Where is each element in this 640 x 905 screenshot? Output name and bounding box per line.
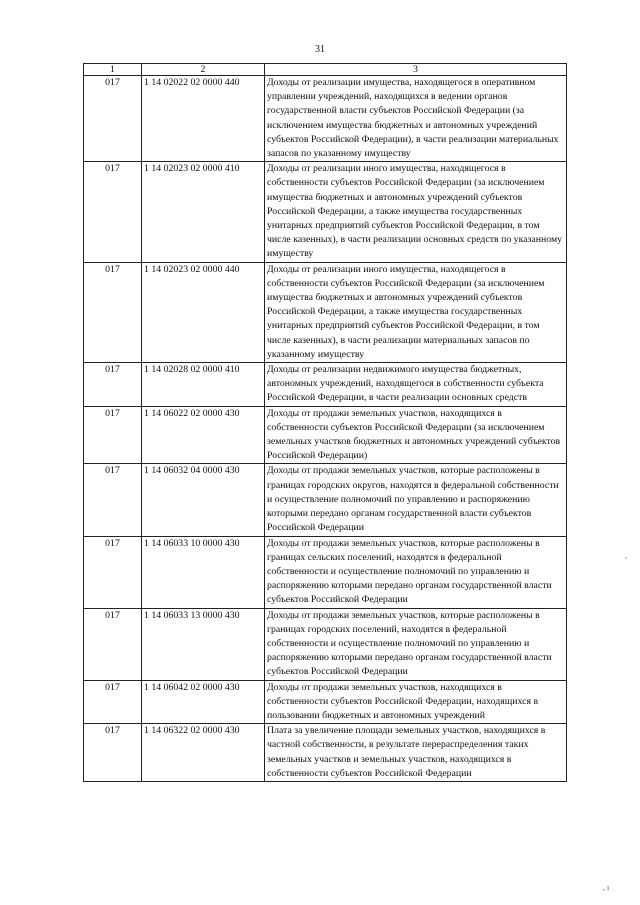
column-header-1: 1 — [84, 64, 142, 76]
table-row — [84, 536, 567, 608]
admin-code-cell: 017 — [84, 536, 142, 608]
column-header-2: 2 — [142, 64, 265, 76]
revenue-description-cell: Доходы от продажи земельных участков, находящихся в собственности субъектов Российской Федерации, находящихся в пользовании бюджетных и автономных учреждений — [265, 680, 567, 724]
margin-mark: , ı — [603, 883, 610, 892]
revenue-description-cell: Доходы от реализации имущества, находящегося в оперативном управлении учреждений, находящихся в ведении органов государственной власти субъектов Российской Федерации (за исключением имущества бюджетных и автономных учреждений субъектов Российской Федерации), в части реализации материальных запасов по указанному имуществу — [265, 76, 567, 162]
revenue-description-cell: Доходы от продажи земельных участков, которые расположены в границах городских поселений, находятся в федеральной собственности и осуществление полномочий по управлению и распоряжению которыми передано органам государственной власти субъектов Российской Федерации — [265, 608, 567, 680]
margin-mark: , — [625, 551, 627, 560]
table-row — [84, 262, 567, 362]
revenue-description-cell: Доходы от реализации иного имущества, находящегося в собственности субъектов Российской Федерации (за исключением имущества бюджетных и автономных учреждений субъектов Российской Федерации, а также имущества государственных унитарных предприятий субъектов Российской Федерации, в том числе казенных), в части реализации основных средств по указанному имуществу — [265, 162, 567, 262]
table-row — [84, 680, 567, 724]
admin-code-cell: 017 — [84, 464, 142, 536]
admin-code-cell: 017 — [84, 76, 142, 162]
admin-code-cell: 017 — [84, 406, 142, 464]
budget-classification-code-cell: 1 14 06042 02 0000 430 — [142, 680, 265, 724]
revenue-description-cell: Плата за увеличение площади земельных участков, находящихся в частной собственности, в результате перераспределения таких земельных участков и земельных участков, находящихся в собственности субъектов Российской Федерации — [265, 724, 567, 782]
admin-code-cell: 017 — [84, 680, 142, 724]
budget-classification-code-cell: 1 14 02022 02 0000 440 — [142, 76, 265, 162]
revenue-description-cell: Доходы от продажи земельных участков, которые расположены в границах сельских поселений, находятся в федеральной собственности и осуществление полномочий по управлению и распоряжению которыми передано органам государственной власти субъектов Российской Федерации — [265, 536, 567, 608]
table-row — [84, 406, 567, 464]
budget-classification-code-cell: 1 14 06322 02 0000 430 — [142, 724, 265, 782]
revenue-description-cell: Доходы от реализации иного имущества, находящегося в собственности субъектов Российской Федерации (за исключением имущества бюджетных и автономных учреждений субъектов Российской Федерации, а также имущества государственных унитарных предприятий субъектов Российской Федерации, в том числе казенных), в части реализации материальных запасов по указанному имуществу — [265, 262, 567, 362]
revenue-description-cell: Доходы от продажи земельных участков, находящихся в собственности субъектов Российской Федерации (за исключением земельных участков бюджетных и автономных учреждений субъектов Российской Федерации) — [265, 406, 567, 464]
page-number: 31 — [315, 44, 325, 55]
table-row — [84, 464, 567, 536]
table-header-row — [84, 64, 567, 76]
column-header-3: 3 — [265, 64, 567, 76]
table-row — [84, 76, 567, 162]
revenue-description-cell: Доходы от реализации недвижимого имущества бюджетных, автономных учреждений, находящегося в собственности субъекта Российской Федерации, в части реализации основных средств — [265, 363, 567, 407]
table-row — [84, 608, 567, 680]
admin-code-cell: 017 — [84, 608, 142, 680]
table-row — [84, 162, 567, 262]
budget-classification-code-cell: 1 14 02023 02 0000 440 — [142, 262, 265, 362]
admin-code-cell: 017 — [84, 363, 142, 407]
budget-classification-code-cell: 1 14 06033 13 0000 430 — [142, 608, 265, 680]
table-row — [84, 724, 567, 782]
admin-code-cell: 017 — [84, 724, 142, 782]
revenue-codes-table — [83, 63, 567, 782]
admin-code-cell: 017 — [84, 162, 142, 262]
budget-classification-code-cell: 1 14 02028 02 0000 410 — [142, 363, 265, 407]
table-row — [84, 363, 567, 407]
admin-code-cell: 017 — [84, 262, 142, 362]
budget-classification-code-cell: 1 14 02023 02 0000 410 — [142, 162, 265, 262]
budget-classification-code-cell: 1 14 06033 10 0000 430 — [142, 536, 265, 608]
budget-classification-code-cell: 1 14 06022 02 0000 430 — [142, 406, 265, 464]
budget-classification-code-cell: 1 14 06032 04 0000 430 — [142, 464, 265, 536]
revenue-description-cell: Доходы от продажи земельных участков, которые расположены в границах городских округов, находятся в федеральной собственности и осуществление полномочий по управлению и распоряжению которыми передано органам государственной власти субъектов Российской Федерации — [265, 464, 567, 536]
